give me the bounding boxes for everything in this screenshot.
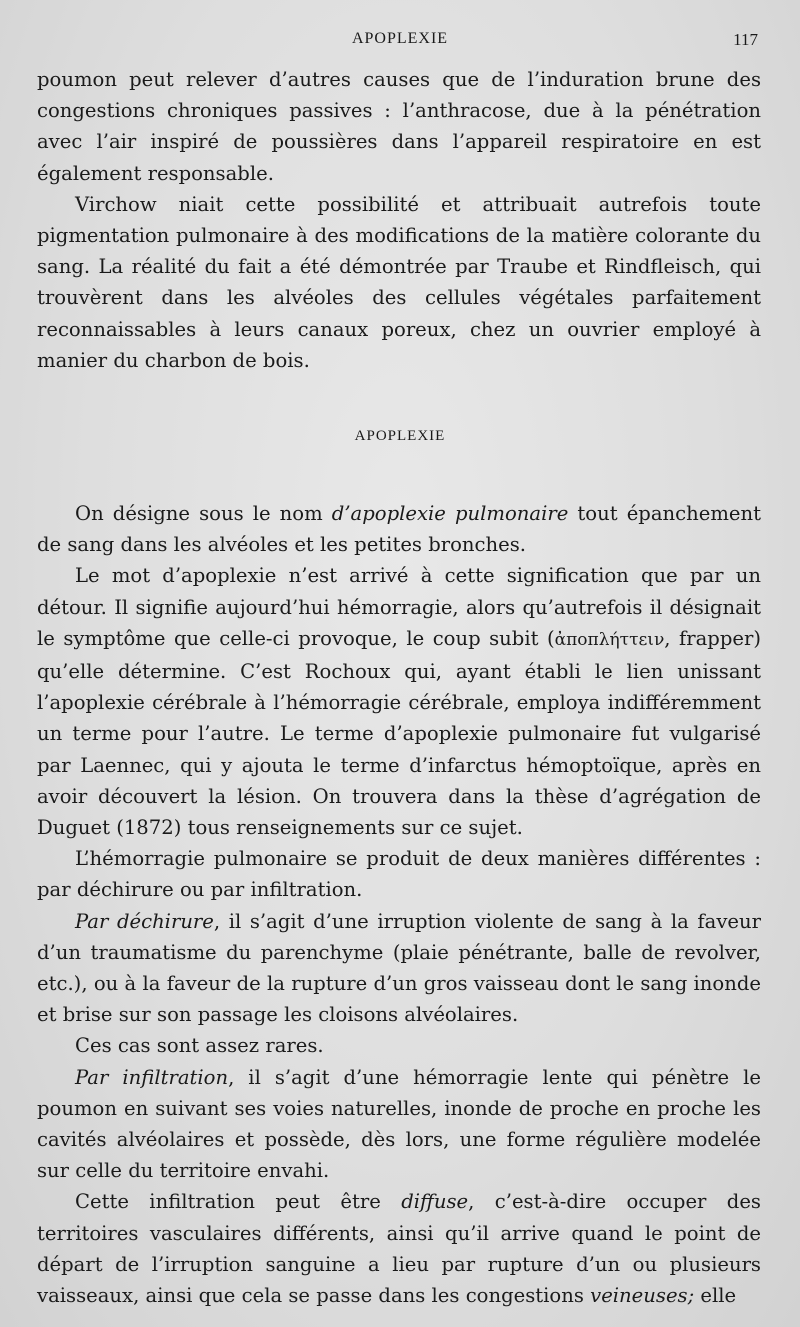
text-span: tout épanchement de sang dans les alvéoles et les petites bronches. [37, 502, 761, 557]
paragraph-definition [37, 498, 761, 560]
text-span: , frapper) qu’elle détermine. C’est Rochoux qui, ayant établi le lien unissant l’apoplexie cérébrale à l’hémorragie cérébrale, employa indifféremment un terme pour l’autre. Le terme d’apoplexie pulmonaire fut vulgarisé par Laennec, qui y ajouta le terme d’infarctus hémoptoïque, après en avoir découvert la lésion. On trouvera dans la thèse d’agrégation de Duguet (1872) tous renseignements sur ce sujet. [37, 626, 762, 840]
section-heading: APOPLEXIE [354, 428, 446, 444]
italic-term: veineuses; [590, 1284, 695, 1308]
running-head [0, 30, 800, 58]
page-number: 117 [733, 30, 758, 49]
paragraph-infiltration [37, 1062, 761, 1187]
text-span: , il s’agit d’une irruption violente de sang à la faveur d’un traumatisme du parenchyme (plaie pénétrante, balle de revolver, etc.), ou à la faveur de la rupture d’un gros vaisseau dont le sang inonde et brise sur son passage les cloisons alvéolaires. [37, 909, 761, 1027]
text-span: , il s’agit d’une hémorragie lente qui pénètre le poumon en suivant ses voies naturelles, inonde de proche en proche les cavités alvéolaires et possède, dès lors, une forme régulière modelée sur celle du territoire envahi. [37, 1065, 761, 1183]
paragraph-diffuse [37, 1186, 761, 1311]
italic-term: d’apoplexie pulmonaire [331, 502, 569, 525]
greek-word: ἀποπλήττειν [554, 629, 665, 650]
text-span: On désigne sous le nom [75, 502, 332, 525]
text-span: Cette infiltration peut être [75, 1190, 402, 1214]
running-title: APOPLEXIE [351, 30, 449, 47]
italic-term: Par infiltration [75, 1065, 229, 1089]
paragraph-two-manners: L’hémorragie pulmonaire se produit de deux manières différentes : par déchirure ou par infiltration. [37, 847, 761, 902]
paragraph-rares: Ces cas sont assez rares. [75, 1034, 324, 1058]
text-block-top [37, 64, 761, 376]
paragraph-continued: poumon peut relever d’autres causes que de l’induration brune des congestions chroniques passives : l’anthracose, due à la pénétration avec l’air inspiré de poussières dans l’appareil respiratoire en est également responsable. [37, 68, 761, 185]
text-span: , c’est-à-dire occuper des territoires vasculaires différents, ainsi qu’il arrive quand le point de départ de l’irruption sanguine a lieu par rupture d’un ou plusieurs vaisseaux, ainsi que cela se passe dans les congestions [37, 1190, 761, 1308]
italic-term: Par déchirure [75, 909, 214, 933]
italic-term: diffuse [401, 1190, 469, 1214]
paragraph-etymology [37, 560, 761, 843]
text-block-apoplexie [37, 498, 761, 1311]
paragraph-dechirure [37, 906, 761, 1031]
text-span: Le mot d’apoplexie n’est arrivé à cette signification que par un détour. Il signifie aujourd’hui hémorragie, alors qu’autrefois il désignait le symptôme que celle-ci provoque, le coup subit ( [37, 564, 761, 650]
paragraph-virchow: Virchow niait cette possibilité et attribuait autrefois toute pigmentation pulmonaire à des modifications de la matière colorante du sang. La réalité du fait a été démontrée par Traube et Rindfleisch, qui trouvèrent dans les alvéoles des cellules végétales parfaitement reconnaissables à leurs canaux poreux, chez un ouvrier employé à manier du charbon de bois. [37, 192, 761, 372]
text-span: elle [694, 1284, 737, 1308]
